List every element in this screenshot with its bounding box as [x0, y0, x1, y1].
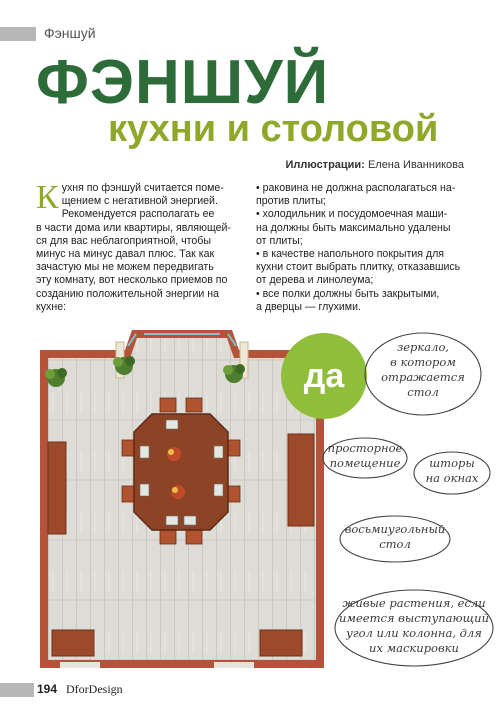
- magazine-name: DforDesign: [66, 682, 123, 696]
- note-line: в котором: [390, 355, 456, 369]
- note-line: шторы: [429, 456, 475, 470]
- note-line: стол: [407, 385, 439, 399]
- cabinet-left: [48, 442, 66, 534]
- note-space: [322, 436, 408, 480]
- body-line: кухне:: [36, 300, 67, 313]
- bullet-line: от дерева и линолеума;: [256, 274, 374, 287]
- octagonal-table: [134, 414, 228, 530]
- illustration-credit: [285, 159, 464, 171]
- note-line: на окнах: [425, 471, 479, 485]
- cabinet-bottom-right: [260, 630, 302, 656]
- note-curtains: [412, 450, 492, 496]
- bullet-line: на должны быть максимально удалены: [256, 221, 451, 234]
- note-line: просторное: [327, 441, 403, 455]
- body-line: ухня по фэншуй считается поме-: [61, 182, 224, 194]
- note-line: помещение: [329, 456, 401, 470]
- bullet-line: • холодильник и посудомоечная маши-: [256, 208, 448, 221]
- cabinet-bottom-left: [52, 630, 94, 656]
- note-line: их маскировки: [369, 641, 459, 655]
- page-number: 194: [37, 682, 58, 696]
- note-line: восьмиугольный: [344, 522, 446, 536]
- credit-name: Елена Иванникова: [367, 159, 464, 171]
- body-line: минус на минус давал плюс. Так как: [36, 248, 215, 261]
- bullet-line: от плиты;: [256, 234, 303, 247]
- credit-label: Иллюстрации:: [285, 159, 365, 171]
- note-table: [338, 514, 452, 564]
- page-subtitle: кухни и столовой: [108, 108, 439, 150]
- bullet-line: • раковина не должна располагаться на-: [256, 182, 456, 194]
- body-line: созданию положительной энергии на: [36, 287, 220, 300]
- yes-badge-label: да: [303, 356, 345, 395]
- note-line: стол: [379, 537, 411, 551]
- note-line: зеркало,: [396, 340, 450, 354]
- note-line: отражается: [381, 370, 465, 384]
- note-line: угол или колонна, для: [346, 626, 482, 640]
- drop-cap: К: [36, 179, 59, 216]
- bullet-line: против плиты;: [256, 195, 326, 208]
- body-line: зачастую мы не можем передвигать: [36, 261, 214, 274]
- note-plants: [334, 588, 494, 668]
- note-line: живые растения, если: [342, 596, 486, 610]
- body-column-left: [36, 179, 242, 314]
- bullet-line: кухни стоит выбрать плитку, отказавшись: [256, 261, 461, 274]
- cabinet-right: [288, 434, 314, 526]
- bullet-line: • в качестве напольного покрытия для: [256, 248, 445, 261]
- footer-bar: [0, 683, 34, 697]
- body-line: Рекомендуется располагать ее: [61, 208, 215, 221]
- body-line: ся для вас неблагоприятной, чтобы: [36, 234, 211, 247]
- section-label: Фэншуй: [44, 25, 96, 41]
- body-line: в части дома или квартиры, являющей-: [36, 221, 231, 234]
- body-line: щением с негативной энергией.: [61, 195, 218, 208]
- note-mirror: [362, 330, 484, 418]
- section-bar: [0, 27, 36, 41]
- page-title: ФЭНШУЙ: [36, 48, 330, 117]
- body-line: эту комнату, вот несколько приемов по: [36, 274, 228, 287]
- bullet-line: а дверцы — глухими.: [256, 300, 361, 313]
- body-column-right: [256, 182, 472, 314]
- yes-badge: [281, 333, 367, 419]
- note-line: имеется выступающий: [339, 611, 489, 625]
- bullet-line: • все полки должны быть закрытыми,: [256, 287, 440, 300]
